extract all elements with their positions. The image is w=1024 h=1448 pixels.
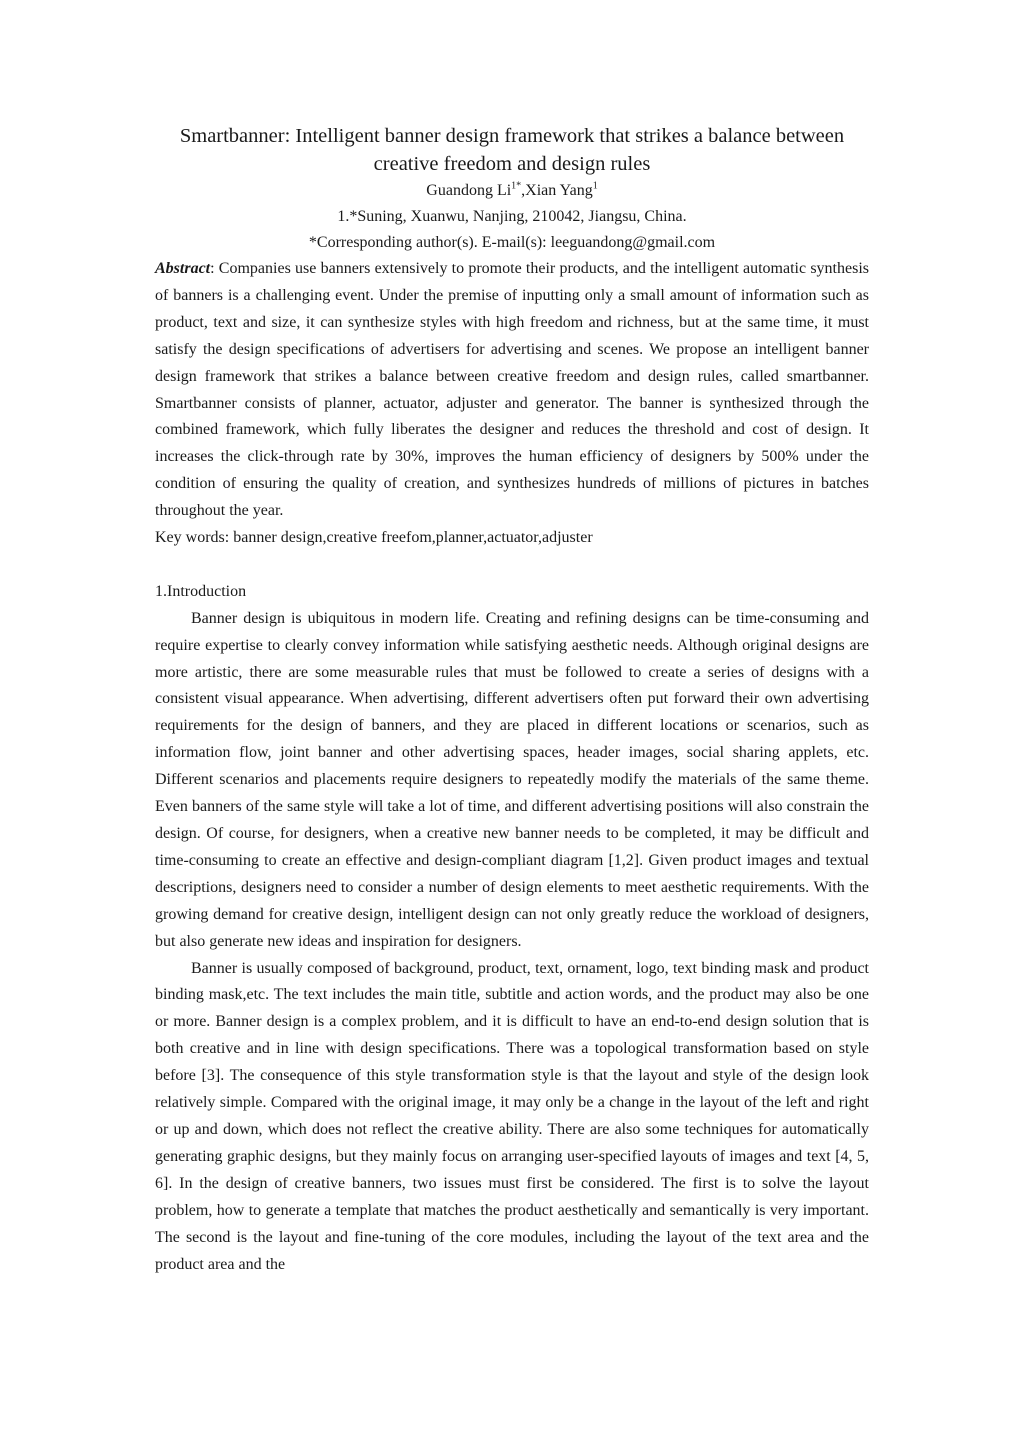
- author-affiliation-mark: 1*: [511, 180, 522, 192]
- body-paragraph: Banner design is ubiquitous in modern life. Creating and refining designs can be time-consuming and require expertise to clearly convey information while satisfying aesthetic needs. Although original designs are more artistic, there are some measurable rules that must be followed to create a series of designs with a consistent visual appearance. When advertising, different advertisers often put forward their own advertising requirements for the design of banners, and they are placed in different locations or scenarios, such as information flow, joint banner and other advertising spaces, header images, social sharing applets, etc. Different scenarios and placements require designers to repeatedly modify the materials of the same theme. Even banners of the same style will take a lot of time, and different advertising positions will also constrain the design. Of course, for designers, when a creative new banner needs to be completed, it may be difficult and time-consuming to create an effective and design-compliant diagram [1,2]. Given product images and textual descriptions, designers need to consider a number of design elements to meet aesthetic requirements. With the growing demand for creative design, intelligent design can not only greatly reduce the workload of designers, but also generate new ideas and inspiration for designers.: [155, 609, 869, 950]
- author-line: [155, 178, 869, 204]
- affiliation: 1.*Suning, Xuanwu, Nanjing, 210042, Jiangsu, China.: [337, 208, 687, 225]
- section-heading-introduction: 1.Introduction: [155, 582, 247, 600]
- author-name: Xian Yang: [525, 182, 593, 199]
- abstract: [155, 256, 869, 525]
- abstract-label: Abstract: [155, 260, 211, 277]
- author-separator: ,: [521, 182, 526, 199]
- keywords: Key words: banner design,creative freefom,planner,actuator,adjuster: [155, 529, 593, 547]
- paper-title: Smartbanner: Intelligent banner design framework that strikes a balance between creative freedom and design rules: [179, 125, 845, 175]
- author-affiliation-mark: 1: [592, 180, 598, 192]
- corresponding-author: *Corresponding author(s). E-mail(s): leeguandong@gmail.com: [308, 234, 716, 251]
- paper-page: [155, 122, 869, 1278]
- author-name: Guandong Li: [426, 182, 512, 199]
- abstract-text: : Companies use banners extensively to promote their products, and the intelligent automatic synthesis of banners is a challenging event. Under the premise of inputting only a small amount of information such as product, text and size, it can synthesize styles with high freedom and richness, but at the same time, it must satisfy the design specifications of advertisers for advertising and scenes. We propose an intelligent banner design framework that strikes a balance between creative freedom and design rules, called smartbanner. Smartbanner consists of planner, actuator, adjuster and generator. The banner is synthesized through the combined framework, which fully liberates the designer and reduces the threshold and cost of design. It increases the click-through rate by 30%, improves the human efficiency of designers by 500% under the condition of ensuring the quality of creation, and synthesizes hundreds of millions of pictures in batches throughout the year.: [155, 260, 869, 520]
- body-paragraph: Banner is usually composed of background, product, text, ornament, logo, text binding mask and product binding mask,etc. The text includes the main title, subtitle and action words, and the product may also be one or more. Banner design is a complex problem, and it is difficult to have an end-to-end design solution that is both creative and in line with design specifications. There was a topological transformation based on style before [3]. The consequence of this style transformation style is that the layout and style of the design look relatively simple. Compared with the original image, it may only be a change in the layout of the left and right or up and down, which does not reflect the creative ability. There are also some techniques for automatically generating graphic designs, but they mainly focus on arranging user-specified layouts of images and text [4, 5, 6]. In the design of creative banners, two issues must first be considered. The first is to solve the layout problem, how to generate a template that matches the product aesthetically and semantically is very important. The second is the layout and fine-tuning of the core modules, including the layout of the text area and the product area and the: [155, 959, 869, 1273]
